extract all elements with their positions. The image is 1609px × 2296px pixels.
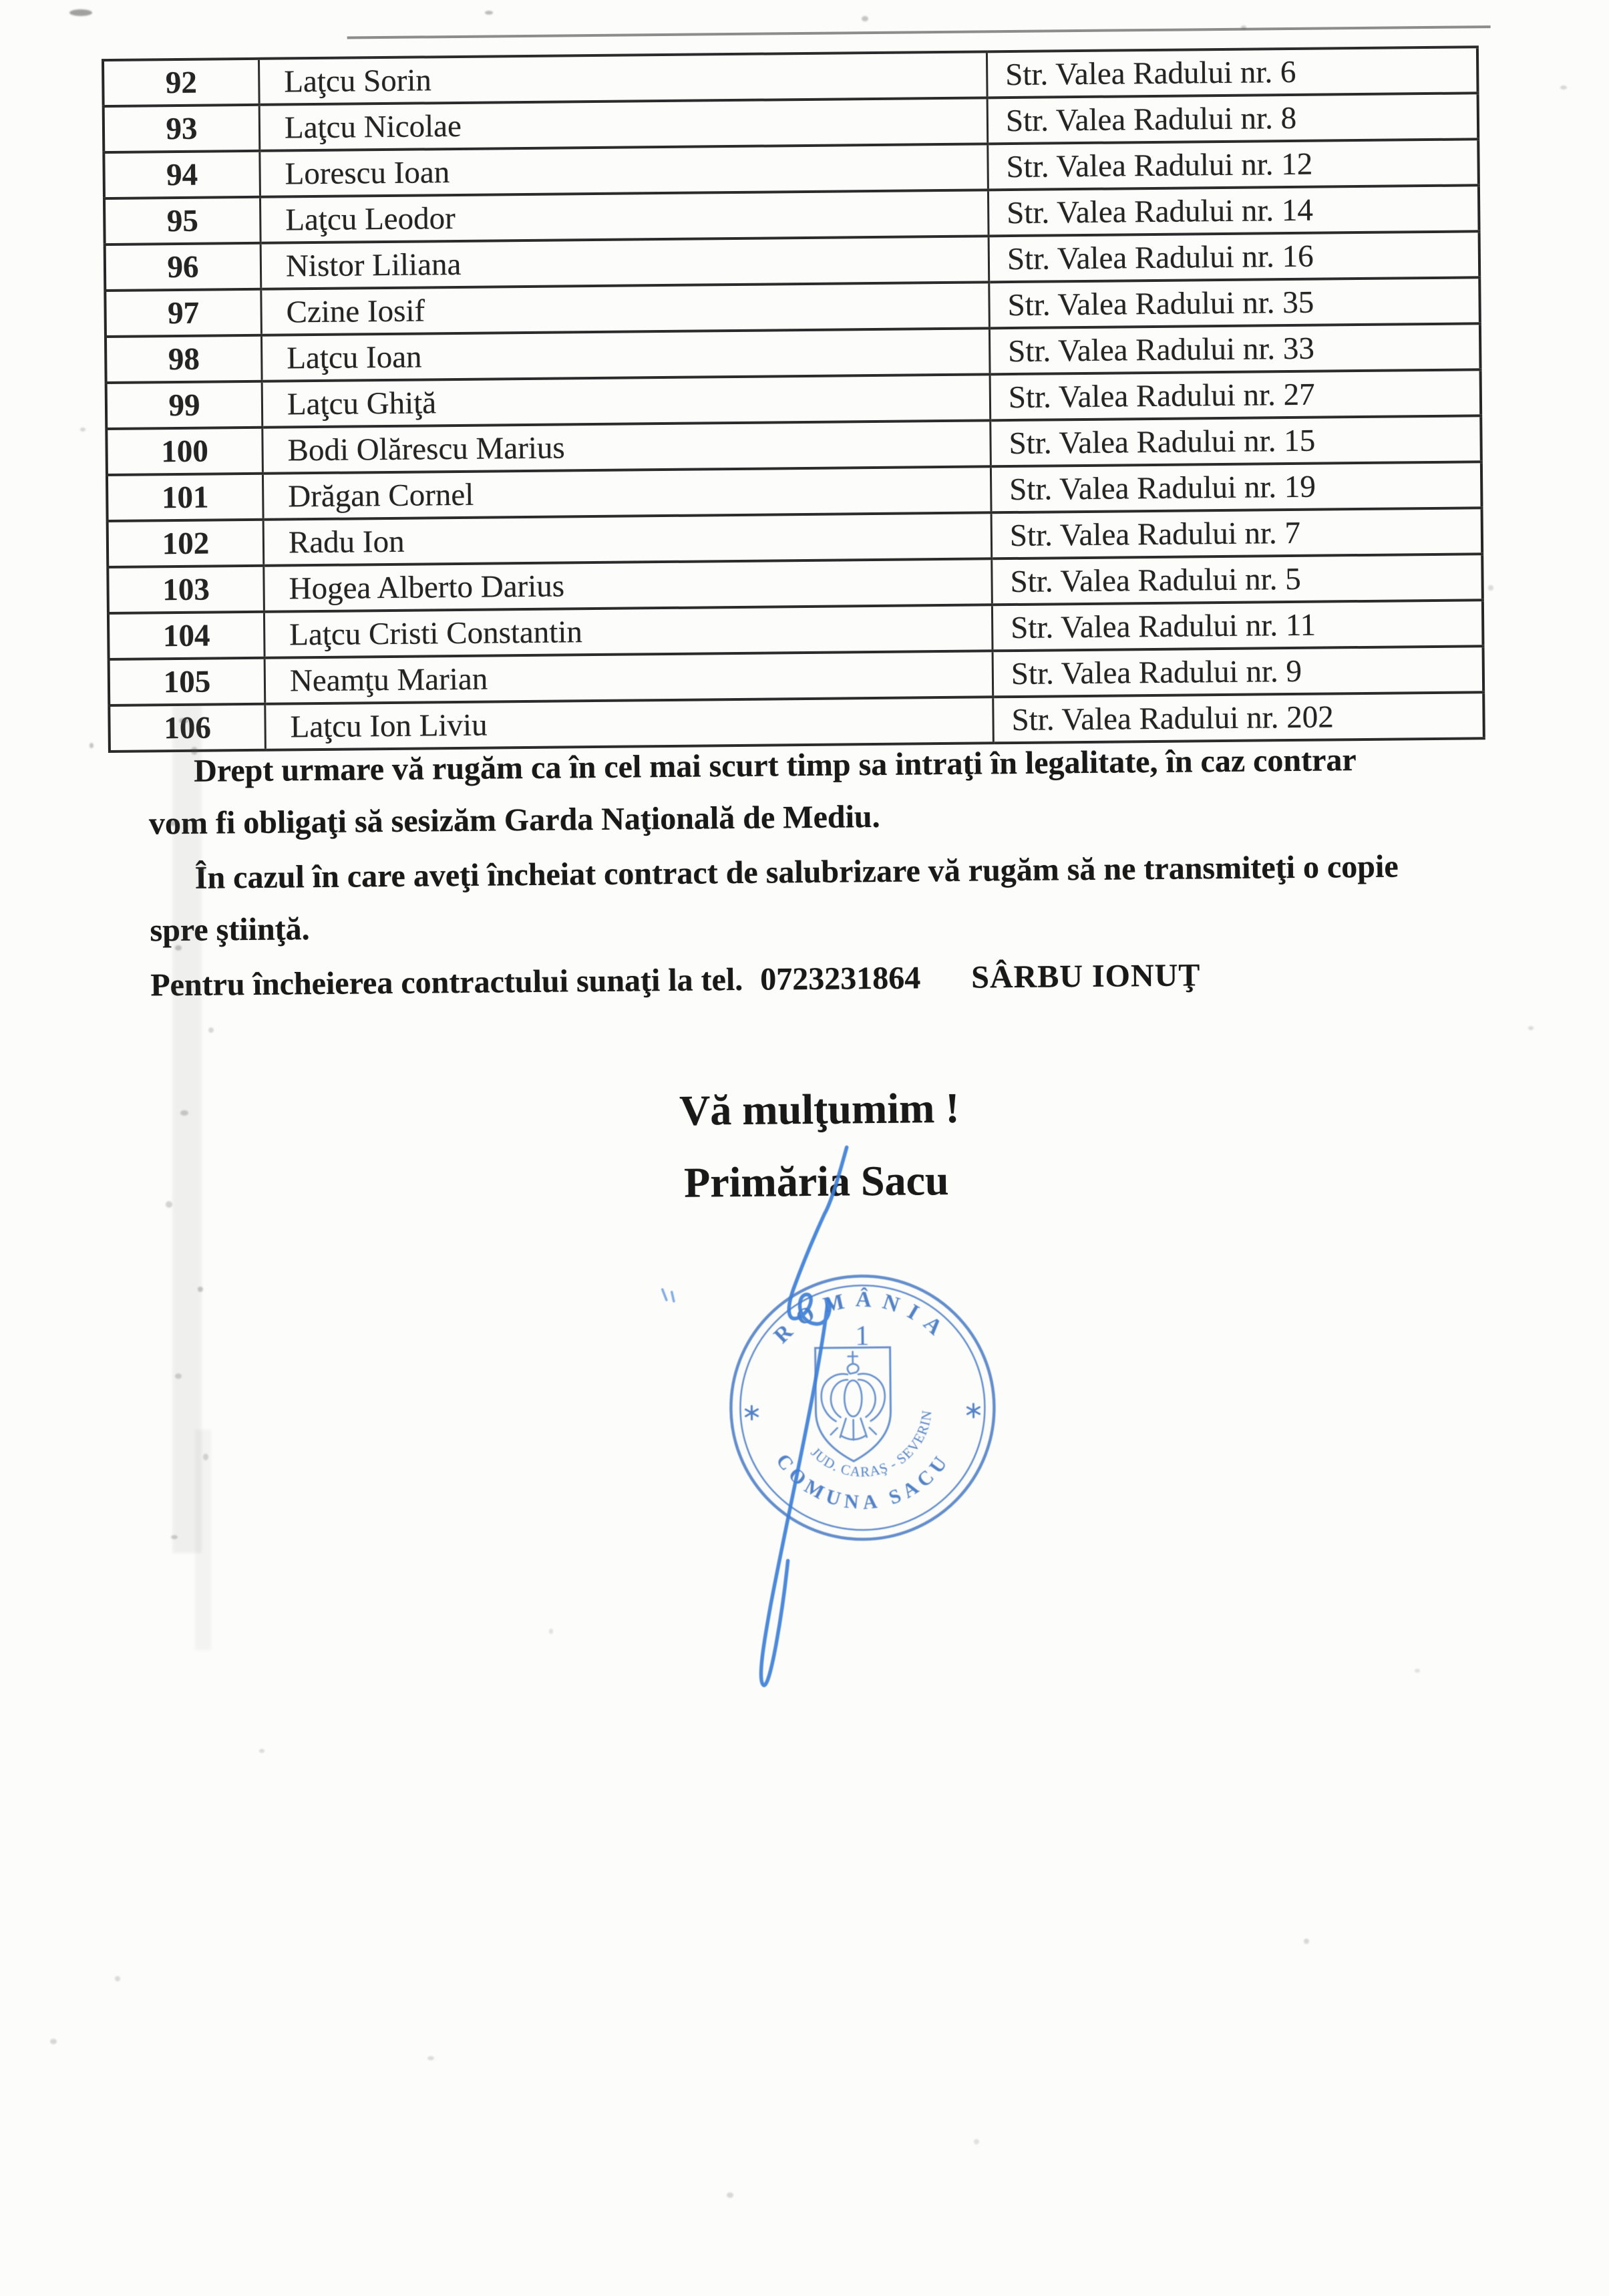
address-cell: Str. Valea Radului nr. 5 [992,554,1483,605]
contract-paragraph-line-2: spre ştiinţă. [150,911,310,949]
notice-paragraph-line-1: Drept urmare vă rugăm ca în cel mai scurt timp sa intraţi în legalitate, în caz contrar [193,742,1357,789]
scan-speck [180,1110,188,1116]
scan-speck [549,1629,553,1634]
scan-speck [1560,86,1567,90]
scan-speck [191,747,198,755]
scan-speck [175,945,182,951]
row-number-cell: 94 [104,151,260,198]
scan-speck [259,1749,264,1753]
scan-line-artifact [347,25,1491,39]
scan-speck [115,1976,120,1981]
resident-table [102,45,1485,753]
address-cell: Str. Valea Radului nr. 19 [991,462,1481,512]
row-number-cell: 96 [105,243,261,291]
scan-speck [90,743,94,748]
resident-name-cell: Laţcu Cristi Constantin [264,605,993,657]
scan-speck [1528,1026,1534,1030]
stamp-commune-text: COMUNA SACU [771,1448,955,1514]
scan-speck [168,820,176,826]
row-number-cell: 104 [108,612,264,659]
stamp-star-right-icon [967,1404,979,1418]
resident-name-cell: Laţcu Sorin [258,51,987,104]
scan-speck [179,718,188,723]
address-cell: Str. Valea Radului nr. 35 [989,277,1480,328]
scan-speck [1488,585,1493,591]
scan-smudge-streak [195,1430,211,1650]
row-number-cell: 105 [109,658,265,705]
row-number-cell: 100 [106,428,262,475]
resident-name-cell: Laţcu Nicolae [259,98,988,150]
scan-speck [80,428,85,432]
resident-name-cell: Hogea Alberto Darius [264,558,993,611]
scan-smudge-streak [172,705,202,1553]
contact-line [150,957,1201,1003]
resident-name-cell: Neamţu Marian [264,651,993,703]
scan-speck [166,1201,172,1208]
address-cell: Str. Valea Radului nr. 6 [987,47,1477,98]
scan-speck [1241,25,1246,29]
scan-speck [200,866,206,872]
resident-table-body [103,47,1484,752]
scan-speck [203,1454,208,1460]
signature-org: Primăria Sacu [683,1156,949,1206]
address-cell: Str. Valea Radului nr. 202 [993,692,1484,743]
address-cell: Str. Valea Radului nr. 27 [990,369,1481,420]
row-number-cell: 103 [108,566,264,613]
row-number-cell: 99 [106,381,262,429]
scan-speck [208,1027,214,1033]
row-number-cell: 102 [108,520,264,567]
scan-speck [198,1287,203,1292]
stamp-numeral: 1 [855,1321,870,1352]
address-cell: Str. Valea Radului nr. 7 [991,508,1482,558]
address-cell: Str. Valea Radului nr. 16 [989,231,1479,282]
scan-speck [862,16,868,21]
address-cell: Str. Valea Radului nr. 11 [992,600,1483,651]
resident-name-cell: Radu Ion [263,512,992,565]
stamp-country-text: ROMÂNIA [769,1287,954,1349]
notice-paragraph-line-2: vom fi obligaţi să sesizăm Garda Naţională de Mediu. [148,798,880,842]
phone-number: 0723231864 [760,960,921,997]
resident-name-cell: Laţcu Ioan [261,328,990,381]
address-cell: Str. Valea Radului nr. 8 [987,93,1478,144]
address-cell: Str. Valea Radului nr. 14 [988,185,1479,236]
resident-name-cell: Drăgan Cornel [262,466,991,519]
resident-name-cell: Lorescu Ioan [260,144,989,196]
scan-speck [171,1535,178,1539]
scan-speck [1304,1939,1309,1944]
address-cell: Str. Valea Radului nr. 15 [991,416,1481,466]
row-number-cell: 97 [105,289,261,337]
row-number-cell: 92 [103,59,259,106]
address-cell: Str. Valea Radului nr. 12 [988,139,1479,190]
scan-speck [69,9,92,16]
scan-speck [485,11,493,15]
scan-speck [175,1373,182,1379]
resident-name-cell: Laţcu Ion Liviu [265,697,994,750]
contact-person-name: SÂRBU IONUŢ [971,957,1201,995]
row-number-cell: 106 [109,704,265,752]
signature-stroke [651,1095,884,1738]
row-number-cell: 101 [107,474,263,521]
scan-speck [727,2192,733,2198]
scan-speck [50,2039,57,2044]
resident-name-cell: Nistor Liliana [260,236,989,289]
row-number-cell: 93 [104,105,260,152]
thanks-line: Vă mulţumim ! [679,1084,960,1134]
scan-speck [974,2139,979,2144]
resident-name-cell: Laţcu Leodor [260,190,989,242]
resident-name-cell: Bodi Olărescu Marius [262,420,991,473]
address-cell: Str. Valea Radului nr. 33 [989,323,1480,374]
scan-speck [1415,1669,1420,1673]
resident-name-cell: Laţcu Ghiţă [262,374,991,427]
contract-paragraph-line-1: În cazul în care aveţi încheiat contract de salubrizare vă rugăm să ne transmiteţi o copie [194,848,1399,896]
contact-text: Pentru încheierea contractului sunaţi la tel. [150,961,743,1003]
resident-name-cell: Czine Iosif [261,282,990,335]
row-number-cell: 98 [106,335,262,383]
stamp-county-text: JUD. CARAŞ - SEVERIN [808,1409,935,1480]
row-number-cell: 95 [104,197,260,244]
scan-speck [427,2056,434,2060]
address-cell: Str. Valea Radului nr. 9 [993,646,1483,697]
